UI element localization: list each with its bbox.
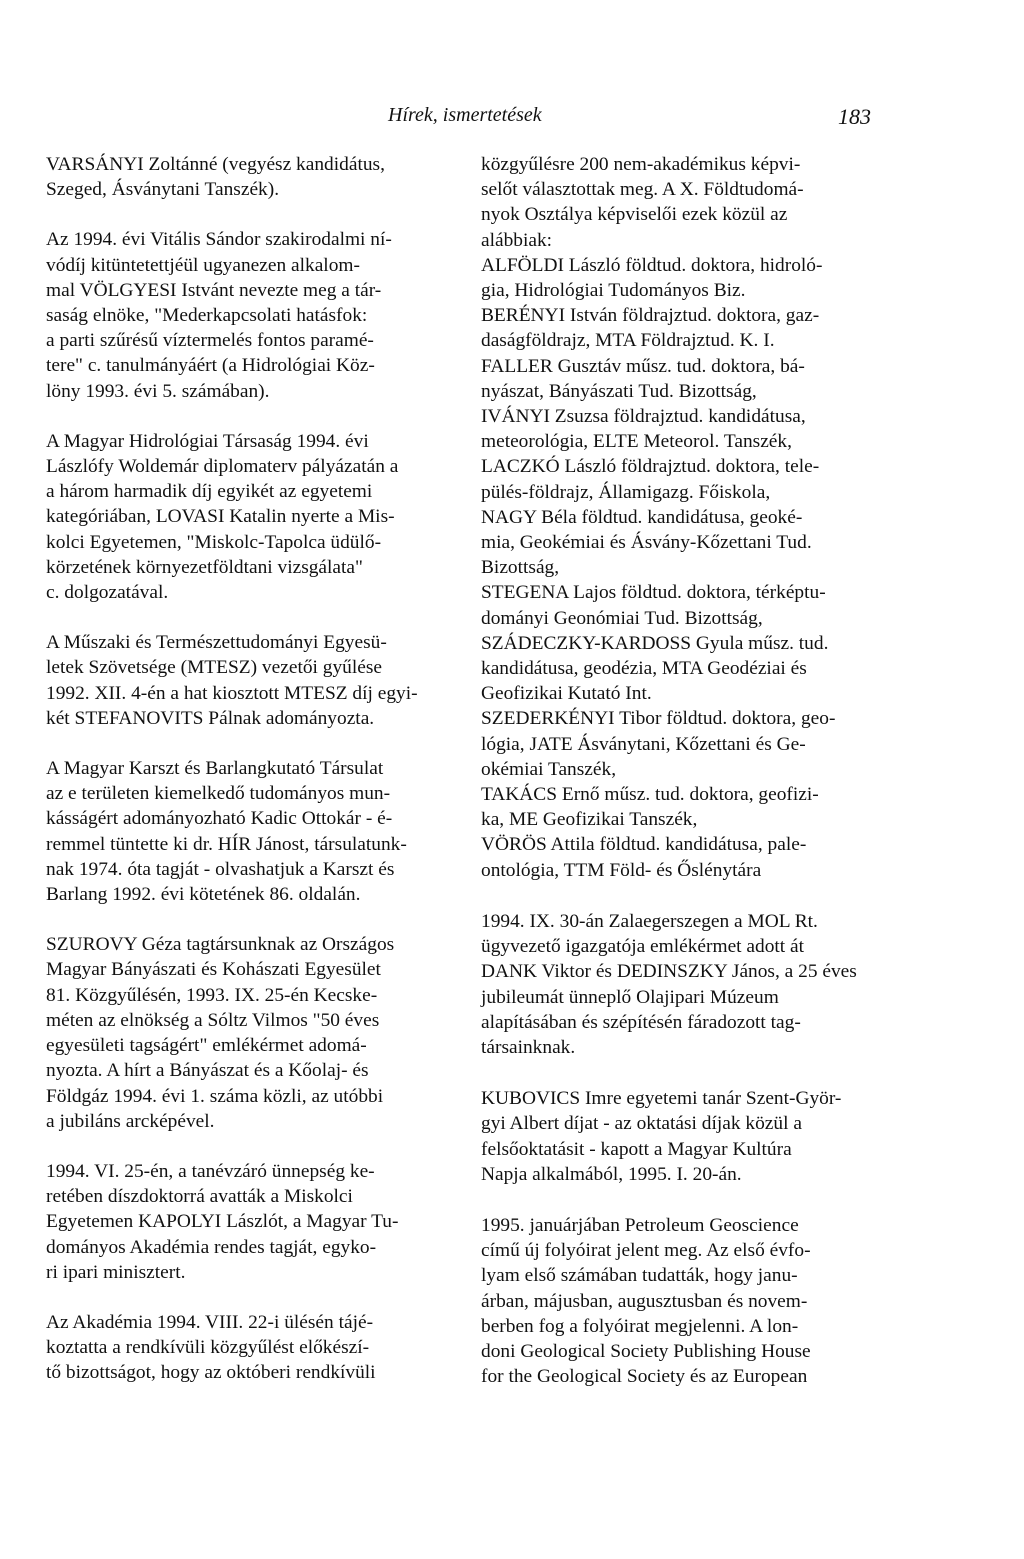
text-line: 1992. XII. 4-én a hat kiosztott MTESZ díj egyi- <box>46 682 418 704</box>
text-line: körzetének környezetföldtani vizsgálata" <box>46 556 363 578</box>
text-line: kolci Egyetemen, "Miskolc-Tapolca üdülő- <box>46 531 382 553</box>
text-line: jubileumát ünneplő Olajipari Múzeum <box>481 986 779 1008</box>
text-line: Lászlófy Woldemár diplomaterv pályázatán a <box>46 456 399 478</box>
text-line: saság elnöke, "Mederkapcsolati hatásfok: <box>46 305 368 327</box>
text-line: 1995. januárjában Petroleum Geoscience <box>481 1214 799 1236</box>
text-line: berben fog a folyóirat megjelenni. A lon- <box>481 1315 799 1337</box>
text-line: közgyűlésre 200 nem-akadémikus képvi- <box>481 154 801 175</box>
left-column <box>46 152 464 1411</box>
text-line: STEGENA Lajos földtud. doktora, térképtu- <box>481 582 826 604</box>
text-line: meteorológia, ELTE Meteorol. Tanszék, <box>481 431 792 453</box>
text-line: TAKÁCS Ernő műsz. tud. doktora, geofizi- <box>481 784 819 806</box>
paragraph <box>46 932 464 1134</box>
text-line: okémiai Tanszék, <box>481 758 617 780</box>
text-line: méten az elnökség a Sóltz Vilmos "50 éves <box>46 1009 380 1031</box>
paragraph <box>481 909 886 1060</box>
text-line: SZÁDECZKY-KARDOSS Gyula műsz. tud. <box>481 632 829 654</box>
text-line: 1994. VI. 25-én, a tanévzáró ünnepség ke- <box>46 1160 375 1182</box>
text-line: Geofizikai Kutató Int. <box>481 683 652 705</box>
text-line: KUBOVICS Imre egyetemi tanár Szent-Györ- <box>481 1088 842 1110</box>
text-line: A Műszaki és Természettudományi Egyesü- <box>46 632 387 654</box>
text-line: doni Geological Society Publishing House <box>481 1340 811 1362</box>
text-line: tere" c. tanulmányáért (a Hidrológiai Köz- <box>46 355 375 377</box>
text-line: SZEDERKÉNYI Tibor földtud. doktora, geo- <box>481 708 836 730</box>
text-line: A Magyar Karszt és Barlangkutató Társulat <box>46 758 384 780</box>
text-line: 1994. IX. 30-án Zalaegerszegen a MOL Rt. <box>481 910 818 932</box>
paragraph <box>481 1086 886 1187</box>
text-line: nyozta. A hírt a Bányászat és a Kőolaj- és <box>46 1060 369 1082</box>
text-line: társainknak. <box>481 1036 576 1058</box>
right-column <box>481 152 886 1415</box>
text-line: mal VÖLGYESI Istvánt nevezte meg a tár- <box>46 279 382 301</box>
text-line: felsőoktatásit - kapott a Magyar Kultúra <box>481 1138 792 1160</box>
text-line: két STEFANOVITS Pálnak adományozta. <box>46 707 375 729</box>
text-line: mia, Geokémiai és Ásvány-Kőzettani Tud. <box>481 532 812 554</box>
text-line: letek Szövetsége (MTESZ) vezetői gyűlése <box>46 657 382 679</box>
text-line: retében díszdoktorrá avatták a Miskolci <box>46 1186 353 1208</box>
text-line: ALFÖLDI László földtud. doktora, hidroló- <box>481 254 823 276</box>
paragraph <box>46 1310 464 1386</box>
text-line: árban, májusban, augusztusban és novem- <box>481 1290 808 1312</box>
text-line: NAGY Béla földtud. kandidátusa, geoké- <box>481 506 803 528</box>
text-line: lógia, JATE Ásványtani, Kőzettani és Ge- <box>481 733 806 755</box>
text-line: gyi Albert díjat - az oktatási díjak közül a <box>481 1113 802 1135</box>
text-line: kandidátusa, geodézia, MTA Geodéziai és <box>481 658 807 680</box>
paragraph <box>481 1213 886 1389</box>
text-line: ri ipari minisztert. <box>46 1261 186 1283</box>
text-line: alapításában és szépítésén fáradozott tag- <box>481 1011 801 1033</box>
text-line: ka, ME Geofizikai Tanszék, <box>481 809 698 831</box>
text-line: ügyvezető igazgatója emlékérmet adott át <box>481 936 805 958</box>
running-head <box>0 104 1024 136</box>
text-line: FALLER Gusztáv műsz. tud. doktora, bá- <box>481 355 805 377</box>
text-line: alábbiak: <box>481 229 553 251</box>
text-line: IVÁNYI Zsuzsa földrajztud. kandidátusa, <box>481 406 806 428</box>
paragraph <box>481 152 886 883</box>
text-line: az e területen kiemelkedő tudományos mun- <box>46 783 391 805</box>
paragraph <box>46 756 464 907</box>
text-line: nyászat, Bányászati Tud. Bizottság, <box>481 380 757 402</box>
text-line: DANK Viktor és DEDINSZKY János, a 25 éves <box>481 961 857 983</box>
text-line: című új folyóirat jelent meg. Az első évfo- <box>481 1240 811 1262</box>
text-line: LACZKÓ László földrajztud. doktora, tele- <box>481 456 820 478</box>
text-line: Barlang 1992. évi kötetének 86. oldalán. <box>46 884 361 906</box>
text-line: Az Akadémia 1994. VIII. 22-i ülésén tájé- <box>46 1311 374 1333</box>
paragraph <box>46 429 464 605</box>
text-line: SZUROVY Géza tagtársunknak az Országos <box>46 934 395 956</box>
text-line: nak 1974. óta tagját - olvashatjuk a Karszt és <box>46 858 395 880</box>
text-line: Az 1994. évi Vitális Sándor szakirodalmi ní- <box>46 229 392 251</box>
text-line: koztatta a rendkívüli közgyűlést előkészí- <box>46 1337 370 1359</box>
paragraph <box>46 630 464 731</box>
text-line: dományi Geonómiai Tud. Bizottság, <box>481 607 763 629</box>
text-line: remmel tüntette ki dr. HÍR Jánost, társulatunk- <box>46 833 407 855</box>
text-line: 81. Közgyűlésén, 1993. IX. 25-én Kecske- <box>46 984 378 1006</box>
page-number: 183 <box>838 104 871 129</box>
text-line: löny 1993. évi 5. számában). <box>46 380 270 402</box>
text-line: for the Geological Society és az European <box>481 1366 808 1388</box>
text-line: VÖRÖS Attila földtud. kandidátusa, pale- <box>481 834 807 856</box>
text-line: vódíj kitüntetettjéül ugyanezen alkalom- <box>46 254 360 276</box>
paragraph <box>46 1159 464 1285</box>
text-line: egyesületi tagságért" emlékérmet adomá- <box>46 1035 367 1057</box>
text-line: Szeged, Ásványtani Tanszék). <box>46 179 280 201</box>
text-line: lyam első számában tudatták, hogy janu- <box>481 1265 798 1287</box>
text-line: selőt választottak meg. A X. Földtudomá- <box>481 179 804 201</box>
text-line: A Magyar Hidrológiai Társaság 1994. évi <box>46 430 369 452</box>
text-line: a három harmadik díj egyikét az egyetemi <box>46 481 373 503</box>
paragraph <box>46 152 464 202</box>
text-line: a jubiláns arcképével. <box>46 1110 215 1132</box>
text-line: ontológia, TTM Föld- és Őslénytára <box>481 859 762 881</box>
text-line: VARSÁNYI Zoltánné (vegyész kandidátus, <box>46 154 385 175</box>
text-line: kategóriában, LOVASI Katalin nyerte a Mis- <box>46 506 395 528</box>
text-line: c. dolgozatával. <box>46 582 169 604</box>
text-line: nyok Osztálya képviselői ezek közül az <box>481 204 788 226</box>
text-line: tő bizottságot, hogy az októberi rendkívüli <box>46 1362 376 1384</box>
text-line: Földgáz 1994. évi 1. száma közli, az utóbbi <box>46 1085 384 1107</box>
text-line: Napja alkalmából, 1995. I. 20-án. <box>481 1163 742 1185</box>
text-line: kásságért adományozható Kadic Ottokár - é- <box>46 808 393 830</box>
text-line: gia, Hidrológiai Tudományos Biz. <box>481 280 746 302</box>
running-title: Hírek, ismertetések <box>388 104 542 126</box>
text-line: dományos Akadémia rendes tagját, egyko- <box>46 1236 377 1258</box>
text-line: Bizottság, <box>481 557 560 579</box>
text-line: pülés-földrajz, Államigazg. Főiskola, <box>481 481 771 503</box>
text-line: Egyetemen KAPOLYI Lászlót, a Magyar Tu- <box>46 1211 399 1233</box>
text-line: BERÉNYI István földrajztud. doktora, gaz- <box>481 305 820 327</box>
text-line: a parti szűrésű víztermelés fontos paramé- <box>46 330 374 352</box>
text-line: Magyar Bányászati és Kohászati Egyesület <box>46 959 381 981</box>
paragraph <box>46 227 464 403</box>
text-line: daságföldrajz, MTA Földrajztud. K. I. <box>481 330 775 352</box>
